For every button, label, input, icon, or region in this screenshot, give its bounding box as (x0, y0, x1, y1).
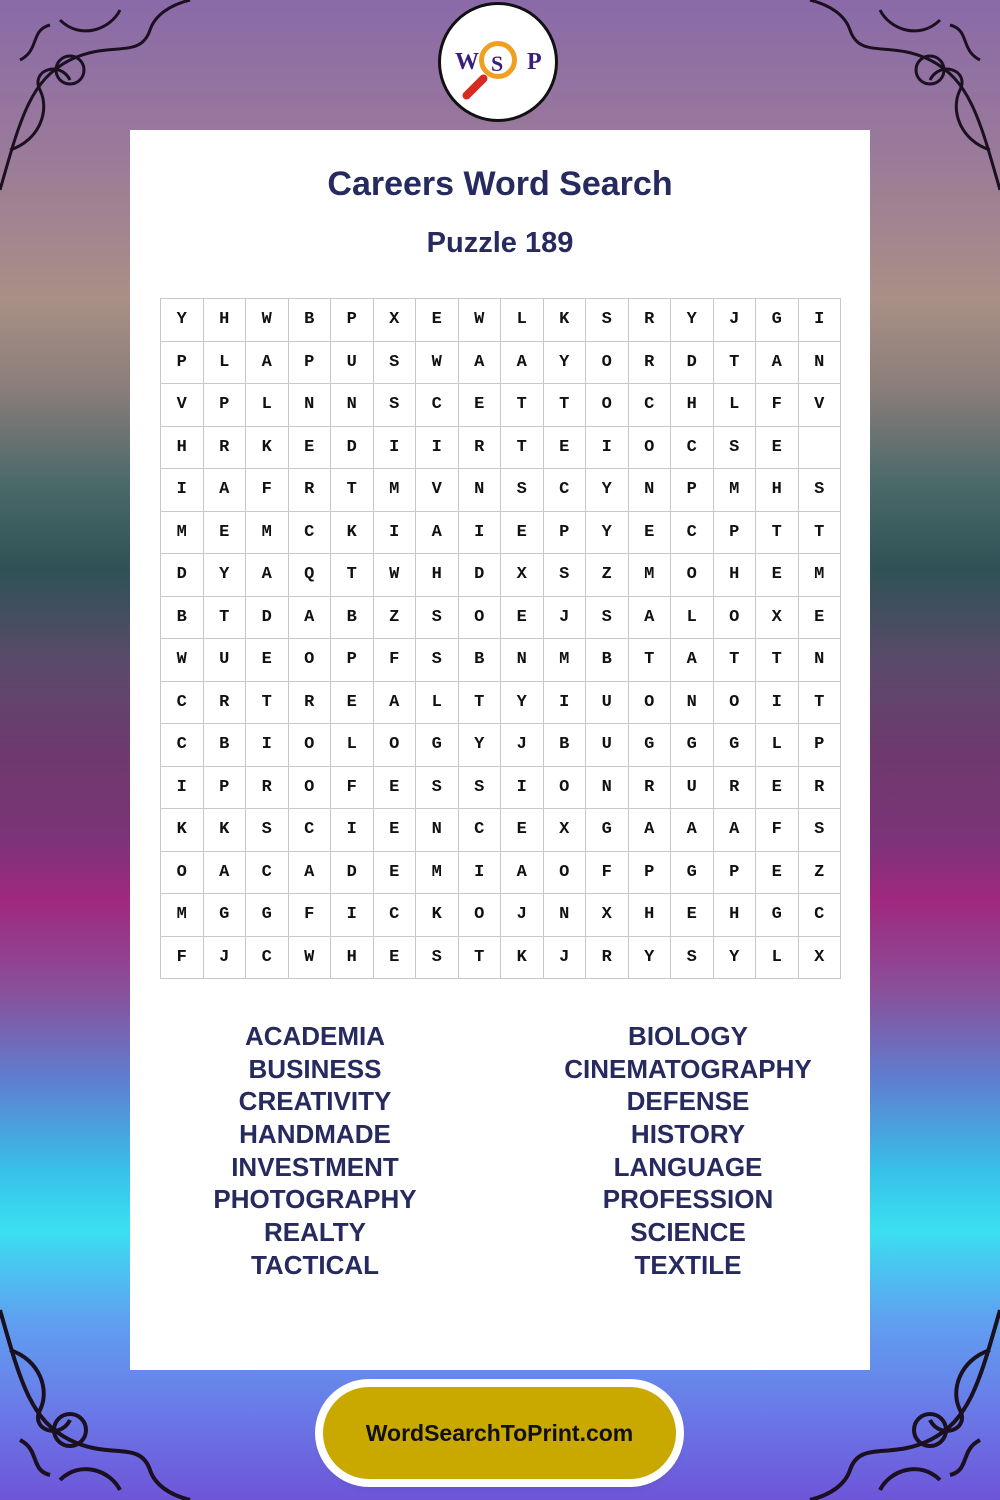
grid-cell[interactable]: A (756, 342, 799, 385)
grid-cell[interactable]: V (161, 384, 204, 427)
grid-cell[interactable]: F (756, 384, 799, 427)
grid-cell[interactable]: Y (161, 299, 204, 342)
grid-cell[interactable]: S (246, 809, 289, 852)
grid-cell[interactable]: E (756, 554, 799, 597)
grid-cell[interactable]: B (459, 639, 502, 682)
grid-cell[interactable]: H (756, 469, 799, 512)
grid-cell[interactable]: I (586, 427, 629, 470)
grid-cell[interactable]: C (799, 894, 842, 937)
grid-cell[interactable]: G (246, 894, 289, 937)
grid-cell[interactable]: E (629, 512, 672, 555)
grid-cell[interactable]: E (246, 639, 289, 682)
site-link-label: WordSearchToPrint.com (365, 1419, 634, 1446)
grid-cell[interactable]: E (799, 597, 842, 640)
grid-cell[interactable]: I (799, 299, 842, 342)
grid-cell[interactable]: B (331, 597, 374, 640)
grid-cell[interactable]: N (416, 809, 459, 852)
grid-cell[interactable]: D (246, 597, 289, 640)
grid-cell[interactable]: A (246, 342, 289, 385)
word-list-right (503, 1020, 873, 1282)
grid-cell[interactable]: A (204, 852, 247, 895)
grid-cell[interactable]: J (544, 597, 587, 640)
grid-cell[interactable]: A (629, 809, 672, 852)
grid-cell[interactable]: R (799, 767, 842, 810)
grid-cell[interactable]: M (161, 894, 204, 937)
grid-cell[interactable]: C (544, 469, 587, 512)
grid-cell[interactable]: P (714, 852, 757, 895)
grid-cell[interactable]: W (416, 342, 459, 385)
grid-cell[interactable]: S (799, 809, 842, 852)
logo-letter-w: W (455, 49, 479, 75)
grid-cell[interactable]: S (416, 597, 459, 640)
grid-cell[interactable]: R (289, 682, 332, 725)
grid-cell[interactable]: I (246, 724, 289, 767)
grid-cell[interactable]: T (714, 639, 757, 682)
grid-cell[interactable]: O (671, 554, 714, 597)
grid-cell[interactable]: F (161, 937, 204, 980)
grid-cell[interactable]: M (799, 554, 842, 597)
word-item: TEXTILE (634, 1249, 742, 1280)
grid-cell[interactable]: T (204, 597, 247, 640)
grid-cell[interactable]: C (289, 512, 332, 555)
grid-cell[interactable]: L (756, 724, 799, 767)
grid-cell[interactable]: V (799, 384, 842, 427)
grid-cell[interactable]: L (714, 384, 757, 427)
grid-cell[interactable]: L (671, 597, 714, 640)
grid-cell[interactable]: E (544, 427, 587, 470)
grid-cell[interactable]: P (161, 342, 204, 385)
grid-cell[interactable]: M (374, 469, 417, 512)
grid-cell[interactable]: T (459, 682, 502, 725)
grid-cell[interactable]: I (161, 469, 204, 512)
grid-cell[interactable]: Z (799, 852, 842, 895)
word-item: CINEMATOGRAPHY (564, 1053, 812, 1084)
grid-cell[interactable]: O (629, 682, 672, 725)
grid-cell[interactable]: L (246, 384, 289, 427)
grid-cell[interactable]: E (501, 809, 544, 852)
grid-cell[interactable]: O (459, 597, 502, 640)
grid-cell[interactable]: O (289, 639, 332, 682)
grid-cell[interactable]: H (714, 894, 757, 937)
grid-cell[interactable]: S (416, 937, 459, 980)
grid-cell[interactable]: H (671, 384, 714, 427)
grid-cell[interactable]: A (501, 852, 544, 895)
grid-cell[interactable]: S (374, 384, 417, 427)
grid-cell[interactable]: F (331, 767, 374, 810)
grid-cell[interactable]: X (756, 597, 799, 640)
grid-cell[interactable]: I (459, 852, 502, 895)
grid-cell[interactable]: I (374, 512, 417, 555)
grid-cell[interactable]: C (416, 384, 459, 427)
grid-cell[interactable]: A (459, 342, 502, 385)
grid-cell[interactable]: A (671, 809, 714, 852)
grid-cell[interactable]: R (629, 299, 672, 342)
grid-cell[interactable]: V (416, 469, 459, 512)
grid-cell[interactable]: K (416, 894, 459, 937)
grid-cell[interactable]: X (544, 809, 587, 852)
word-item: PHOTOGRAPHY (213, 1184, 417, 1215)
grid-cell[interactable]: S (671, 937, 714, 980)
grid-cell[interactable]: L (204, 342, 247, 385)
grid-cell[interactable]: N (289, 384, 332, 427)
grid-cell[interactable]: G (756, 894, 799, 937)
letter-grid (160, 298, 841, 979)
grid-cell[interactable]: O (459, 894, 502, 937)
grid-cell[interactable]: A (416, 512, 459, 555)
word-item: LANGUAGE (613, 1151, 763, 1182)
grid-cell[interactable]: A (204, 469, 247, 512)
grid-cell[interactable]: Z (586, 554, 629, 597)
grid-cell[interactable]: H (204, 299, 247, 342)
grid-cell[interactable]: N (629, 469, 672, 512)
grid-cell[interactable]: S (416, 767, 459, 810)
grid-cell[interactable]: S (799, 469, 842, 512)
grid-cell[interactable]: B (544, 724, 587, 767)
grid-cell[interactable]: A (629, 597, 672, 640)
puzzle-number: Puzzle 189 (426, 227, 574, 259)
grid-cell[interactable]: A (671, 639, 714, 682)
grid-cell[interactable]: X (799, 937, 842, 980)
grid-cell[interactable]: I (374, 427, 417, 470)
grid-cell[interactable]: F (756, 809, 799, 852)
grid-cell[interactable]: N (799, 342, 842, 385)
grid-cell[interactable]: A (374, 682, 417, 725)
grid-cell[interactable]: D (671, 342, 714, 385)
grid-cell[interactable]: W (161, 639, 204, 682)
grid-cell[interactable]: P (629, 852, 672, 895)
grid-cell[interactable]: S (416, 639, 459, 682)
grid-cell[interactable]: S (544, 554, 587, 597)
grid-cell[interactable]: B (204, 724, 247, 767)
grid-cell[interactable]: R (289, 469, 332, 512)
grid-cell[interactable]: C (629, 384, 672, 427)
grid-cell[interactable]: U (586, 724, 629, 767)
word-item: SCIENCE (630, 1217, 746, 1248)
grid-cell[interactable]: X (374, 299, 417, 342)
grid-cell[interactable]: E (289, 427, 332, 470)
grid-cell[interactable]: U (204, 639, 247, 682)
grid-cell[interactable]: U (671, 767, 714, 810)
grid-cell[interactable]: M (544, 639, 587, 682)
grid-cell[interactable]: E (374, 767, 417, 810)
grid-cell[interactable]: Y (544, 342, 587, 385)
grid-cell[interactable]: E (756, 852, 799, 895)
grid-cell[interactable]: K (204, 809, 247, 852)
word-item: BUSINESS (248, 1053, 382, 1084)
grid-cell[interactable]: P (331, 299, 374, 342)
logo-letter-s: S (491, 51, 504, 76)
grid-cell[interactable]: T (799, 682, 842, 725)
grid-cell[interactable]: F (289, 894, 332, 937)
grid-cell[interactable]: S (586, 299, 629, 342)
grid-cell[interactable]: L (501, 299, 544, 342)
grid-cell[interactable]: E (459, 384, 502, 427)
grid-cell[interactable]: G (714, 724, 757, 767)
grid-cell[interactable]: Y (714, 937, 757, 980)
grid-cell[interactable]: M (416, 852, 459, 895)
grid-cell[interactable]: G (416, 724, 459, 767)
grid-cell[interactable]: E (671, 894, 714, 937)
grid-cell[interactable]: Y (459, 724, 502, 767)
grid-cell[interactable]: K (246, 427, 289, 470)
grid-cell[interactable]: I (501, 767, 544, 810)
grid-cell[interactable]: U (586, 682, 629, 725)
grid-cell[interactable]: C (671, 427, 714, 470)
grid-cell[interactable]: J (501, 724, 544, 767)
grid-cell[interactable]: M (629, 554, 672, 597)
grid-cell[interactable]: C (246, 852, 289, 895)
grid-cell[interactable]: A (714, 809, 757, 852)
grid-cell[interactable]: N (586, 767, 629, 810)
grid-cell[interactable]: F (374, 639, 417, 682)
grid-cell[interactable]: G (671, 724, 714, 767)
grid-cell[interactable]: F (246, 469, 289, 512)
grid-cell[interactable]: E (416, 299, 459, 342)
grid-cell[interactable]: F (586, 852, 629, 895)
grid-cell[interactable]: R (714, 767, 757, 810)
page-title: Careers Word Search (327, 165, 673, 203)
grid-cell[interactable]: K (331, 512, 374, 555)
grid-cell[interactable]: C (374, 894, 417, 937)
site-link-button[interactable] (323, 1387, 676, 1479)
logo-letter-p: P (527, 49, 542, 75)
grid-cell[interactable]: D (161, 554, 204, 597)
grid-cell[interactable]: C (161, 682, 204, 725)
grid-cell[interactable]: O (544, 767, 587, 810)
grid-cell[interactable]: C (161, 724, 204, 767)
grid-cell[interactable]: K (501, 937, 544, 980)
grid-cell[interactable]: O (289, 767, 332, 810)
grid-cell[interactable]: B (161, 597, 204, 640)
word-item: INVESTMENT (231, 1151, 399, 1182)
grid-cell[interactable]: R (586, 937, 629, 980)
grid-cell[interactable]: G (204, 894, 247, 937)
grid-cell[interactable]: A (289, 852, 332, 895)
grid-cell[interactable]: E (204, 512, 247, 555)
grid-cell[interactable]: H (629, 894, 672, 937)
grid-cell[interactable]: S (501, 469, 544, 512)
grid-cell[interactable]: J (204, 937, 247, 980)
wsp-logo (438, 2, 558, 122)
grid-cell[interactable]: H (331, 937, 374, 980)
magnifier-handle (461, 73, 489, 101)
grid-cell[interactable]: E (756, 767, 799, 810)
grid-cell[interactable]: T (714, 342, 757, 385)
grid-cell[interactable]: I (161, 767, 204, 810)
grid-cell[interactable]: P (331, 639, 374, 682)
grid-cell[interactable]: I (416, 427, 459, 470)
grid-cell[interactable]: N (799, 639, 842, 682)
word-item: HANDMADE (239, 1119, 391, 1150)
grid-cell[interactable]: N (501, 639, 544, 682)
grid-cell[interactable]: N (671, 682, 714, 725)
grid-cell[interactable]: T (799, 512, 842, 555)
grid-cell[interactable]: D (331, 852, 374, 895)
grid-cell[interactable]: P (204, 384, 247, 427)
grid-cell[interactable]: L (756, 937, 799, 980)
grid-cell[interactable]: R (459, 427, 502, 470)
grid-cell[interactable]: N (459, 469, 502, 512)
grid-cell[interactable]: P (714, 512, 757, 555)
grid-cell[interactable]: T (331, 469, 374, 512)
grid-cell[interactable]: O (544, 852, 587, 895)
grid-cell[interactable]: L (416, 682, 459, 725)
grid-cell[interactable]: Y (629, 937, 672, 980)
grid-cell[interactable]: T (501, 427, 544, 470)
grid-cell[interactable]: G (586, 809, 629, 852)
word-item: CREATIVITY (238, 1086, 392, 1117)
grid-cell[interactable]: M (714, 469, 757, 512)
grid-cell[interactable]: R (246, 767, 289, 810)
grid-cell[interactable]: G (671, 852, 714, 895)
grid-cell[interactable] (799, 427, 842, 470)
word-item: BIOLOGY (628, 1021, 748, 1051)
puzzle-sheet (130, 130, 870, 1370)
word-item: TACTICAL (250, 1249, 380, 1280)
grid-cell[interactable]: Y (204, 554, 247, 597)
grid-cell[interactable]: W (246, 299, 289, 342)
grid-cell[interactable]: O (629, 427, 672, 470)
grid-cell[interactable]: R (629, 767, 672, 810)
grid-cell[interactable]: S (714, 427, 757, 470)
grid-cell[interactable]: P (671, 469, 714, 512)
grid-cell[interactable]: T (544, 384, 587, 427)
grid-cell[interactable]: A (289, 597, 332, 640)
grid-cell[interactable]: I (331, 894, 374, 937)
grid-cell[interactable]: X (501, 554, 544, 597)
grid-cell[interactable]: O (374, 724, 417, 767)
grid-cell[interactable]: O (161, 852, 204, 895)
grid-cell[interactable]: P (204, 767, 247, 810)
grid-cell[interactable]: B (586, 639, 629, 682)
grid-cell[interactable]: S (586, 597, 629, 640)
grid-cell[interactable]: E (501, 597, 544, 640)
grid-cell[interactable]: O (714, 682, 757, 725)
grid-cell[interactable]: E (331, 682, 374, 725)
grid-cell[interactable]: E (374, 852, 417, 895)
grid-cell[interactable]: N (544, 894, 587, 937)
grid-cell[interactable]: W (374, 554, 417, 597)
grid-cell[interactable]: S (374, 342, 417, 385)
grid-cell[interactable]: J (714, 299, 757, 342)
grid-cell[interactable]: K (544, 299, 587, 342)
grid-cell[interactable]: A (246, 554, 289, 597)
grid-cell[interactable]: T (756, 512, 799, 555)
grid-cell[interactable]: U (331, 342, 374, 385)
word-item: PROFESSION (602, 1184, 774, 1215)
grid-cell[interactable]: W (289, 937, 332, 980)
grid-cell[interactable]: W (459, 299, 502, 342)
grid-cell[interactable]: O (586, 342, 629, 385)
grid-cell[interactable]: T (629, 639, 672, 682)
grid-cell[interactable]: P (289, 342, 332, 385)
grid-cell[interactable]: T (459, 937, 502, 980)
grid-cell[interactable]: O (289, 724, 332, 767)
grid-cell[interactable]: E (374, 809, 417, 852)
grid-cell[interactable]: Y (501, 682, 544, 725)
grid-cell[interactable]: C (671, 512, 714, 555)
grid-cell[interactable]: J (544, 937, 587, 980)
grid-cell[interactable]: S (459, 767, 502, 810)
word-list-left (130, 1020, 500, 1282)
grid-cell[interactable]: Y (586, 469, 629, 512)
grid-cell[interactable]: I (756, 682, 799, 725)
grid-cell[interactable]: M (161, 512, 204, 555)
word-item: DEFENSE (626, 1086, 750, 1117)
grid-cell[interactable]: J (501, 894, 544, 937)
grid-cell[interactable]: R (629, 342, 672, 385)
grid-cell[interactable]: G (756, 299, 799, 342)
grid-cell[interactable]: L (331, 724, 374, 767)
grid-cell[interactable]: A (501, 342, 544, 385)
grid-cell[interactable]: C (246, 937, 289, 980)
grid-cell[interactable]: Y (586, 512, 629, 555)
grid-cell[interactable]: R (204, 427, 247, 470)
grid-cell[interactable]: R (204, 682, 247, 725)
grid-cell[interactable]: Z (374, 597, 417, 640)
word-item: REALTY (263, 1217, 367, 1248)
grid-cell[interactable]: E (756, 427, 799, 470)
grid-cell[interactable]: Y (671, 299, 714, 342)
grid-cell[interactable]: X (586, 894, 629, 937)
word-item: ACADEMIA (244, 1021, 386, 1051)
grid-cell[interactable]: B (289, 299, 332, 342)
grid-cell[interactable]: O (714, 597, 757, 640)
grid-cell[interactable]: E (501, 512, 544, 555)
grid-cell[interactable]: D (459, 554, 502, 597)
grid-cell[interactable]: I (544, 682, 587, 725)
grid-cell[interactable]: T (246, 682, 289, 725)
grid-cell[interactable]: H (714, 554, 757, 597)
grid-cell[interactable]: C (459, 809, 502, 852)
grid-cell[interactable]: H (416, 554, 459, 597)
grid-cell[interactable]: K (161, 809, 204, 852)
grid-cell[interactable]: O (586, 384, 629, 427)
grid-cell[interactable]: D (331, 427, 374, 470)
grid-cell[interactable]: Q (289, 554, 332, 597)
grid-cell[interactable]: T (331, 554, 374, 597)
word-item: HISTORY (630, 1119, 746, 1150)
grid-cell[interactable]: T (501, 384, 544, 427)
grid-cell[interactable]: I (459, 512, 502, 555)
grid-cell[interactable]: M (246, 512, 289, 555)
grid-cell[interactable]: N (331, 384, 374, 427)
grid-cell[interactable]: T (756, 639, 799, 682)
grid-cell[interactable]: P (544, 512, 587, 555)
grid-cell[interactable]: I (331, 809, 374, 852)
grid-cell[interactable]: C (289, 809, 332, 852)
grid-cell[interactable]: H (161, 427, 204, 470)
grid-cell[interactable]: E (374, 937, 417, 980)
grid-cell[interactable]: P (799, 724, 842, 767)
grid-cell[interactable]: G (629, 724, 672, 767)
